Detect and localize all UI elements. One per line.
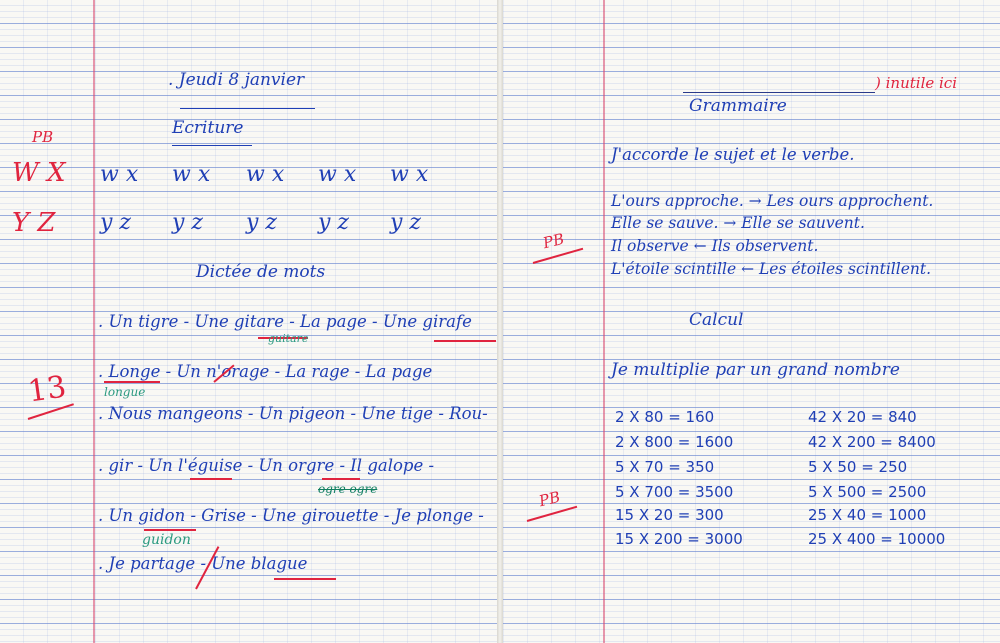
right-page [503,0,1000,643]
calc-right-1: 42 X 20 = 840 [808,408,917,426]
letters-wx-2: w x [172,162,211,187]
right-margin-line [603,0,605,643]
calc-right-5: 25 X 40 = 1000 [808,506,927,524]
teacher-initials-calcul: PB [537,487,562,511]
initials-stroke-grammar [533,248,584,264]
error-mark-girafe [434,340,496,342]
left-page [0,0,497,643]
dictee-line-6: . Je partage - Une blague [98,554,308,573]
grade: 13 [25,369,69,410]
model-letters-wx: W X [12,158,66,188]
model-letters-yz: Y Z [12,208,56,238]
letters-yz-3: y z [246,210,278,235]
date-underline [180,108,315,109]
calc-left-1: 2 X 80 = 160 [615,408,715,426]
correction-ogre-strike: ogre ogre [318,482,378,496]
letters-yz-1: y z [100,210,132,235]
calc-left-4: 5 X 700 = 3500 [615,483,734,501]
error-mark-blague [274,578,336,580]
error-mark-orgre [322,478,360,480]
calc-right-2: 42 X 200 = 8400 [808,433,936,451]
left-margin-line [93,0,95,643]
error-mark-longe [104,381,160,383]
initials-stroke-calcul [527,506,578,522]
calc-left-2: 2 X 800 = 1600 [615,433,734,451]
correction-guitare: guitare [268,332,309,345]
grammaire-heading: Grammaire [689,96,787,116]
calc-left-5: 15 X 20 = 300 [615,506,724,524]
error-mark-gidon [144,529,196,531]
letters-wx-3: w x [246,162,285,187]
calc-left-6: 15 X 200 = 3000 [615,530,743,548]
calc-right-4: 5 X 500 = 2500 [808,483,927,501]
grammar-line-1: L'ours approche. → Les ours approchent. [611,192,934,210]
dictee-line-4: . gir - Un l'éguise - Un orgre - Il galope - [98,456,435,475]
grammar-line-2: Elle se sauve. → Elle se sauvent. [611,214,865,232]
grammar-line-3: Il observe ← Ils observent. [611,237,819,255]
calc-title: Je multiplie par un grand nombre [611,360,900,380]
ecriture-underline [172,145,252,146]
teacher-note: ) inutile ici [875,74,958,92]
letters-yz-4: y z [318,210,350,235]
dictee-line-2: . Longe - Un n'orage - La rage - La page [98,362,433,381]
grammar-lesson-title: J'accorde le sujet et le verbe. [611,145,855,164]
letters-wx-4: w x [318,162,357,187]
deleted-line [683,92,875,93]
dictee-heading: Dictée de mots [196,262,326,282]
letters-yz-2: y z [172,210,204,235]
date-heading: . Jeudi 8 janvier [168,70,305,90]
calc-left-3: 5 X 70 = 350 [615,458,715,476]
grammar-line-4: L'étoile scintille ← Les étoiles scintillent. [611,260,932,278]
letters-wx-1: w x [100,162,139,187]
calc-right-6: 25 X 400 = 10000 [808,530,946,548]
correction-guidon: guidon [142,532,191,548]
teacher-initials-grammar: PB [541,229,566,253]
calcul-heading: Calcul [689,310,744,330]
teacher-initials: PB [32,128,54,146]
letters-yz-5: y z [390,210,422,235]
dictee-line-1: . Un tigre - Une gitare - La page - Une girafe [98,312,472,331]
calc-right-3: 5 X 50 = 250 [808,458,908,476]
error-mark-eguise [190,478,232,480]
ecriture-heading: Ecriture [172,118,244,138]
dictee-line-5: . Un gidon - Grise - Une girouette - Je plonge - [98,506,484,525]
dictee-line-3: . Nous mangeons - Un pigeon - Une tige - Rou- [98,404,488,423]
letters-wx-5: w x [390,162,429,187]
correction-longue: longue [104,385,146,399]
